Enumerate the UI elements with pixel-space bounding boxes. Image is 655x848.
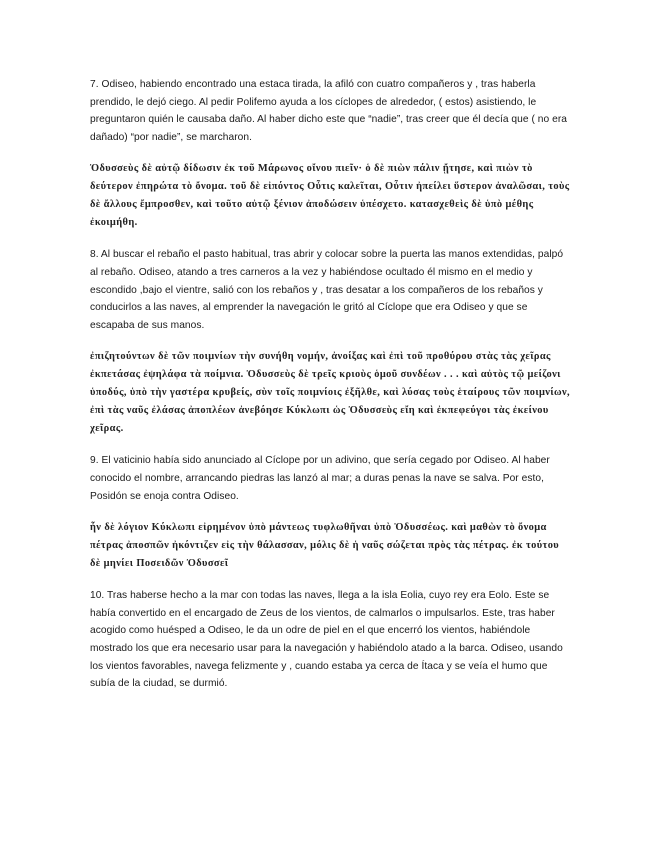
- paragraph-7-greek: Ὀδυσσεὺς δὲ αὐτῷ δίδωσιν ἐκ τοῦ Μάρωνος οἴνου πιεῖν· ὁ δὲ πιὼν πάλιν ᾔτησε, καὶ πιὼν τὸ δεύτερον ἐπηρώτα τὸ ὄνομα. τοῦ δὲ εἰπόντος Οὖτις καλεῖται, Οὖτιν ἠπείλει ὕστερον ἀναλῶσαι, τοὺς δὲ ἄλλους ἔμπροσθεν, καὶ τοῦτο αὐτῷ ξένιον ἀποδώσειν ὑπέσχετο. κατασχεθεὶς δὲ ὑπὸ μέθης ἐκοιμήθη.: [90, 163, 570, 229]
- paragraph-7-spanish: 7. Odiseo, habiendo encontrado una estaca tirada, la afiló con cuatro compañeros y , tras haberla prendido, le dejó ciego. Al pedir Polifemo ayuda a los cíclopes de alrededor, ( estos) asistiendo, le preguntaron quién le causaba daño. Al haber dicho este que “nadie”, tras creer que él decía que ( no era dañado) “por nadie”, se marcharon.: [90, 79, 567, 143]
- paragraph-10-spanish: 10. Tras haberse hecho a la mar con todas las naves, llega a la isla Eolia, cuyo rey era Eolo. Este se había convertido en el encargado de Zeus de los vientos, de calmarlos o impulsarlos. Este, tras haber acogido como huésped a Odiseo, le da un odre de piel en el que encerró los vientos, habiéndole mostrado los que era necesario usar para la navegación y habiéndolo atado a la barca. Odiseo, usando los vientos favorables, navega felizmente y , cuando estaba ya cerca de Ítaca y se veía el humo que subía de la ciudad, se durmió.: [90, 590, 563, 690]
- paragraph-8-greek: ἐπιζητούντων δὲ τῶν ποιμνίων τὴν συνήθη νομήν, ἀνοίξας καὶ ἐπὶ τοῦ προθύρου στὰς τὰς χεῖρας ἐκπετάσας ἐψηλάφα τὰ ποίμνια. Ὀδυσσεὺς δὲ τρεῖς κριοὺς ὁμοῦ συνδέων . . . καὶ αὐτὸς τῷ μείζονι ὑποδύς, ὑπὸ τὴν γαστέρα κρυβείς, σὺν τοῖς ποιμνίοις ἐξῆλθε, καὶ λύσας τοὺς ἑταίρους τῶν ποιμνίων, ἐπὶ τὰς ναῦς ἐλάσας ἀποπλέων ἀνεβόησε Κύκλωπι ὡς Ὀδυσσεὺς εἴη καὶ ἐκπεφεύγοι τὰς ἐκείνου χεῖρας.: [90, 351, 570, 435]
- paragraph-9-spanish: 9. El vaticinio había sido anunciado al Cíclope por un adivino, que sería cegado por Odiseo. Al haber conocido el nombre, arrancando piedras las lanzó al mar; a duras penas la nave se salva. Por esto, Posidón se enoja contra Odiseo.: [90, 455, 550, 502]
- paragraph-8-spanish: 8. Al buscar el rebaño el pasto habitual, tras abrir y colocar sobre la puerta las manos extendidas, palpó al rebaño. Odiseo, atando a tres carneros a la vez y habiéndose ocultado él mismo en el medio y escondido ,bajo el vientre, salió con los rebaños y , tras desatar a los compañeros de los rebaños y conducirlos a las naves, al emprender la navegación le gritó al Cíclope que era Odiseo y que se escapaba de sus manos.: [90, 249, 564, 331]
- paragraph-9-greek: ἦν δὲ λόγιον Κύκλωπι εἰρημένον ὑπὸ μάντεως τυφλωθῆναι ὑπὸ Ὀδυσσέως. καὶ μαθὼν τὸ ὄνομα πέτρας ἀποσπῶν ἠκόντιζεν εἰς τὴν θάλασσαν, μόλις δὲ ἡ ναῦς σώζεται πρὸς τὰς πέτρας. ἐκ τούτου δὲ μηνίει Ποσειδῶν Ὀδυσσεῖ: [90, 522, 560, 570]
- document-page: [90, 76, 570, 707]
